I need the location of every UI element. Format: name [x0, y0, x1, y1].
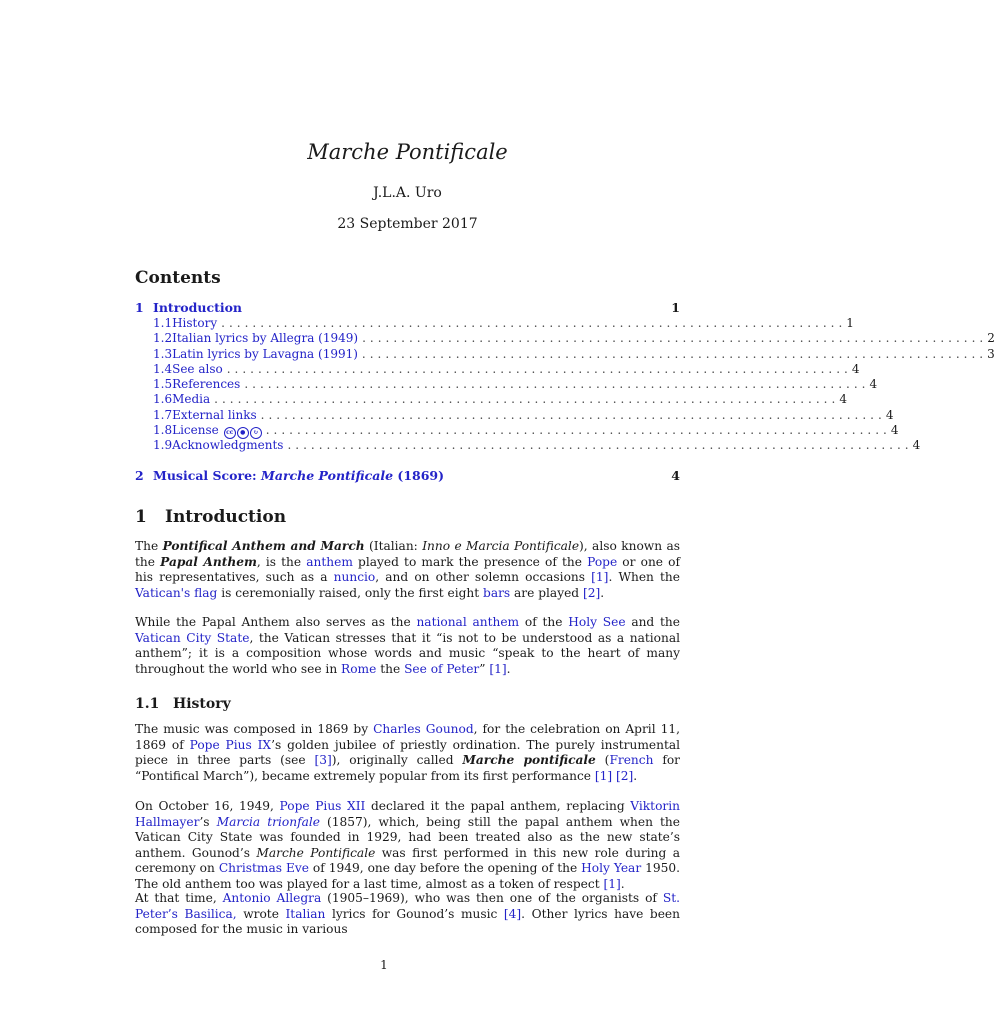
- citation-link[interactable]: [2]: [616, 768, 634, 783]
- citation-link[interactable]: [1]: [594, 768, 613, 783]
- citation-link[interactable]: [2]: [582, 585, 601, 600]
- creative-commons-icon: cc ● ↻: [224, 427, 262, 439]
- toc-number: 1.7: [153, 408, 173, 422]
- link-charles-gounod[interactable]: Charles Gounod: [373, 722, 474, 736]
- citation-link[interactable]: [1]: [489, 661, 507, 676]
- toc-entry-acknowledgments[interactable]: [135, 438, 921, 454]
- toc-label: Italian lyrics by Allegra (1949): [172, 331, 359, 345]
- link-marcia-trionfale[interactable]: Marcia trionfale: [216, 814, 320, 829]
- toc-entry-license[interactable]: [135, 423, 899, 439]
- toc-page: 4: [912, 438, 921, 452]
- citation-link[interactable]: [1]: [591, 570, 609, 585]
- toc-entry-latin-lyrics[interactable]: [135, 347, 995, 363]
- link-nuncio[interactable]: nuncio: [333, 570, 376, 585]
- link-bars[interactable]: bars: [483, 585, 511, 600]
- toc-page: 4: [890, 423, 899, 437]
- toc-number: 1.4: [153, 362, 173, 376]
- link-st-peters-basilica[interactable]: St. Peter’s Basilica,: [135, 891, 680, 921]
- paragraph-intro-1: The Pontifical Anthem and March (Italian: Inno e Marcia Pontificale), also known as the Papal Anthem, is the anthem played to mark the presence of the Pope or one of his representatives, such as a nuncio, and on other solemn occasions [1]. When the Vatican's flag is ceremonially raised, only the first eight bars are played [2].: [135, 539, 680, 600]
- link-anthem[interactable]: anthem: [306, 554, 353, 569]
- link-pope-pius-ix[interactable]: Pope Pius IX: [189, 737, 272, 752]
- section-heading-introduction: 1 Introduction: [135, 507, 287, 527]
- section-heading-history: 1.1 History: [135, 696, 231, 712]
- toc-label: Introduction: [153, 300, 243, 315]
- toc-leader: ................................................................................: [361, 347, 988, 361]
- document-date: 23 September 2017: [337, 216, 478, 232]
- toc-label: License: [172, 423, 219, 437]
- toc-leader: ................................................................................: [244, 377, 870, 391]
- citation-link[interactable]: [3]: [314, 753, 332, 768]
- paragraph-history-3: At that time, Antonio Allegra (1905–1969), who was then one of the organists of St. Peter’s Basilica, wrote Italian lyrics for Gounod’s music [4]. Other lyrics have been composed for the music in various: [135, 891, 680, 937]
- toc-entry-italian-lyrics[interactable]: [135, 331, 995, 347]
- toc-number: 1.3: [153, 347, 173, 361]
- contents-heading: Contents: [135, 268, 221, 288]
- toc-number: 1.8: [153, 423, 173, 437]
- toc-page: 3: [987, 347, 995, 361]
- toc-leader: ................................................................................: [226, 362, 852, 376]
- link-christmas-eve[interactable]: Christmas Eve: [218, 861, 309, 876]
- toc-page: 4: [869, 377, 878, 391]
- toc-number: 1.2: [153, 331, 173, 345]
- toc-label: Musical Score: Marche Pontificale (1869): [153, 468, 445, 483]
- toc-entry-musical-score[interactable]: [135, 468, 680, 484]
- toc-leader: ................................................................................: [221, 316, 847, 330]
- toc-label: Media: [172, 392, 211, 406]
- toc-entry-external-links[interactable]: [135, 408, 894, 424]
- link-pope[interactable]: Pope: [587, 554, 618, 569]
- toc-page: 4: [839, 392, 847, 406]
- toc-leader: ................................................................................: [265, 423, 891, 437]
- toc-number: 1.6: [153, 392, 173, 406]
- citation-link[interactable]: [4]: [503, 906, 522, 921]
- toc-entry-history[interactable]: [135, 316, 854, 332]
- link-rome[interactable]: Rome: [341, 661, 377, 676]
- link-vatican-flag[interactable]: Vatican's flag: [135, 585, 218, 600]
- link-see-of-peter[interactable]: See of Peter: [404, 661, 480, 676]
- link-pope-pius-xii[interactable]: Pope Pius XII: [279, 799, 366, 813]
- toc-leader: ................................................................................: [214, 392, 840, 406]
- link-holy-year[interactable]: Holy Year: [581, 861, 642, 876]
- toc-entry-see-also[interactable]: [135, 362, 860, 378]
- toc-label: Acknowledgments: [172, 438, 284, 452]
- toc-label: Latin lyrics by Lavagna (1991): [172, 347, 358, 361]
- paragraph-history-1: The music was composed in 1869 by Charles Gounod, for the celebration on April 11, 1869 of Pope Pius IX’s golden jubilee of priestly ordination. The purely instrumental piece in three parts (see [3]), originally called Marche pontificale (French for “Pontifical March”), became extremely popular from its first performance [1] [2].: [135, 722, 681, 783]
- toc-number: 2: [135, 468, 144, 483]
- link-antonio-allegra[interactable]: Antonio Allegra: [222, 891, 322, 905]
- link-holy-see[interactable]: Holy See: [568, 615, 626, 629]
- link-italian[interactable]: Italian: [285, 906, 326, 921]
- toc-entry-references[interactable]: [135, 377, 878, 393]
- page-number: 1: [380, 958, 388, 972]
- link-vatican-city-state[interactable]: Vatican City State: [135, 630, 250, 645]
- toc-label: External links: [172, 408, 257, 422]
- toc-entry-media[interactable]: [135, 392, 847, 408]
- toc-page: 2: [987, 331, 995, 345]
- document-author: J.L.A. Uro: [373, 185, 442, 201]
- toc-number: 1.5: [153, 377, 173, 391]
- toc-number: 1.1: [153, 316, 173, 330]
- link-national-anthem[interactable]: national anthem: [416, 615, 520, 629]
- toc-entry-introduction[interactable]: [135, 300, 680, 316]
- link-viktorin-hallmayer[interactable]: Viktorin Hallmayer: [135, 799, 680, 829]
- toc-label: History: [172, 316, 218, 330]
- toc-page: 4: [885, 408, 894, 422]
- citation-link[interactable]: [1]: [603, 876, 621, 891]
- paragraph-history-2: On October 16, 1949, Pope Pius XII declared it the papal anthem, replacing Viktorin Hallmayer’s Marcia trionfale (1857), which, being still the papal anthem when the Vatican City State was founded in 1929, had been treated also as the new state’s anthem. Gounod’s Marche Pontificale was first performed in this new role during a ceremony on Christmas Eve of 1949, one day before the opening of the Holy Year 1950. The old anthem too was played for a last time, almost as a token of respect [1].: [135, 799, 681, 891]
- toc-leader: ................................................................................: [362, 331, 988, 345]
- document-title: Marche Pontificale: [307, 140, 508, 164]
- toc-page: 4: [671, 468, 680, 483]
- toc-leader: ................................................................................: [260, 408, 886, 422]
- toc-page: 4: [851, 362, 860, 376]
- toc-page: 1: [671, 300, 680, 315]
- toc-number: 1.9: [153, 438, 173, 452]
- toc-label: See also: [172, 362, 223, 376]
- paragraph-intro-2: While the Papal Anthem also serves as the national anthem of the Holy See and the Vatican City State, the Vatican stresses that it “is not to be understood as a national anthem”; it is a composition whose words and music “speak to the heart of many throughout the world who see in Rome the See of Peter” [1].: [135, 615, 681, 676]
- toc-leader: ................................................................................: [287, 438, 913, 452]
- link-french[interactable]: French: [609, 753, 654, 768]
- toc-page: 1: [846, 316, 854, 330]
- toc-number: 1: [135, 300, 144, 315]
- toc-label: References: [172, 377, 241, 391]
